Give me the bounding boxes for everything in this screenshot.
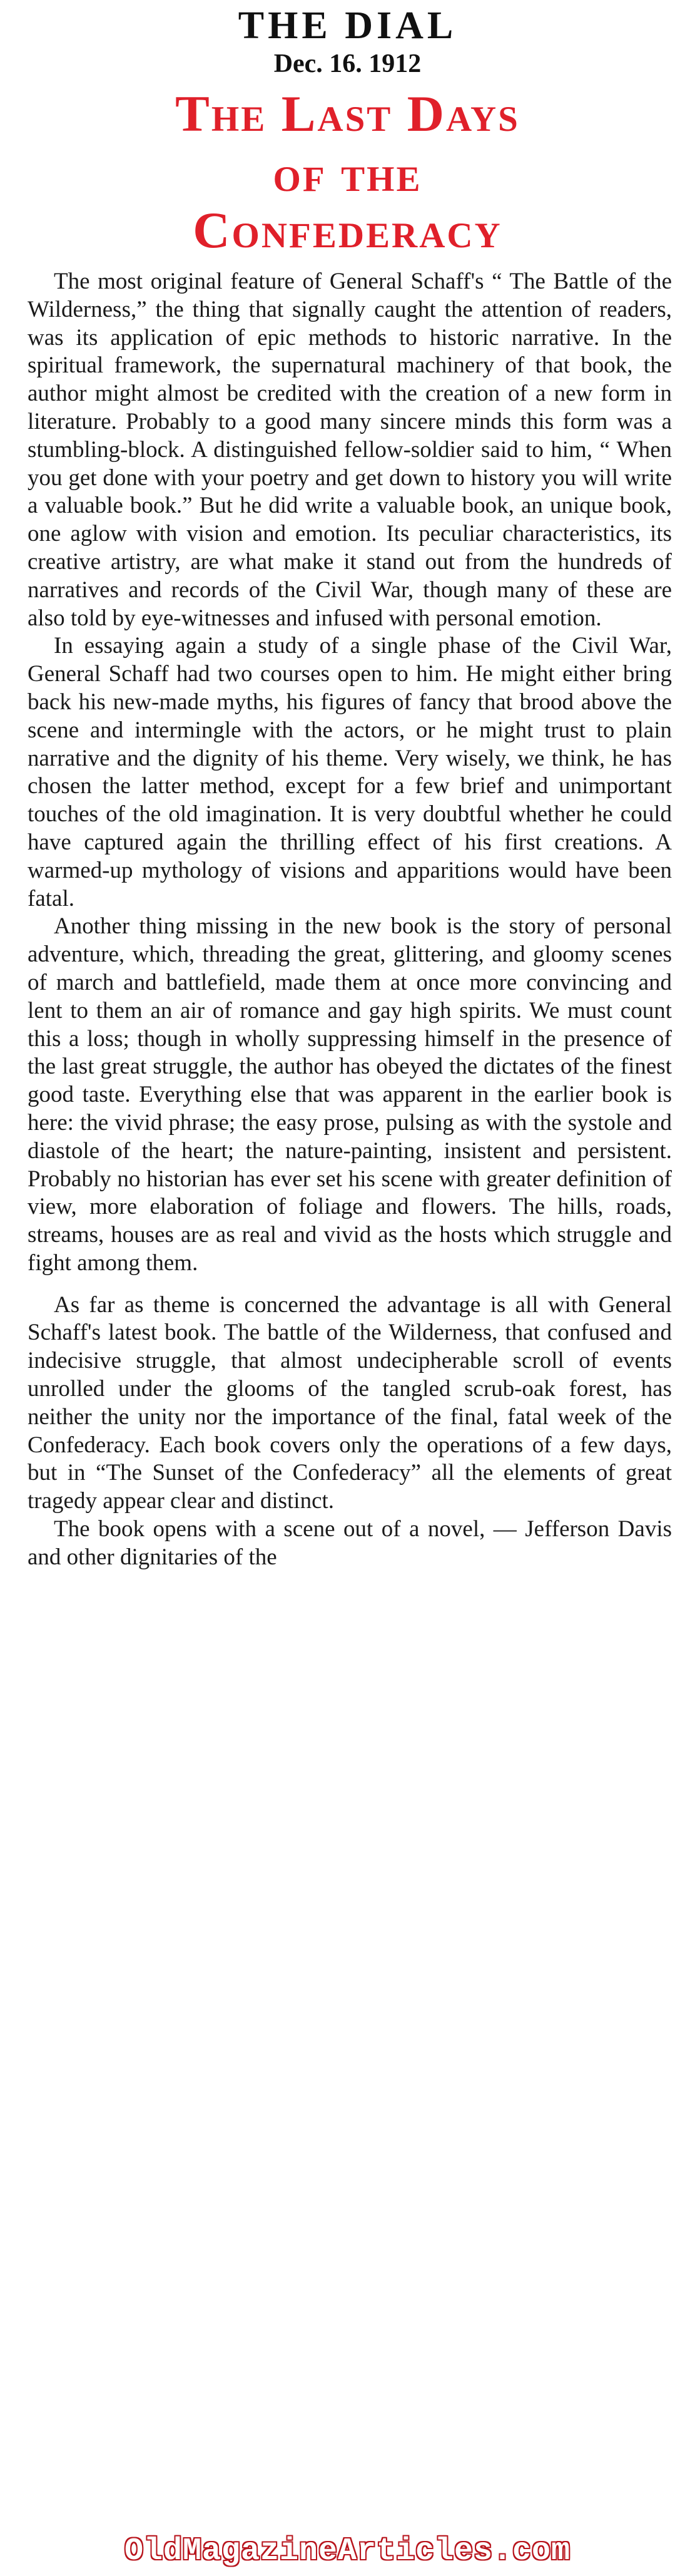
- paragraph-4: As far as theme is concerned the advantage is all with General Schaff's latest book. The battle of the Wilderness, that confused and indecisive struggle, that almost undecipherable scroll of events unrolled under the glooms of the tangled scrub-oak forest, has neither the unity nor the importance of the final, fatal week of the Confederacy. Each book covers only the operations of a few days, but in “The Sunset of the Confederacy” all the elements of great tragedy appear clear and distinct.: [28, 1291, 672, 1514]
- site-watermark: OldMagazineArticles.com: [124, 2533, 571, 2569]
- article-body: [28, 268, 672, 1572]
- article-title-line-3: Confederacy: [193, 202, 502, 259]
- paragraph-1: The most original feature of General Schaff's “ The Battle of the Wilderness,” the thing that signally caught the attention of readers, was its application of epic methods to historic narrative. In the spiritual framework, the supernatural machinery of that book, the author might almost be credited with the creation of a new form in literature. Probably to a good many sincere minds this form was a stumbling-block. A distinguished fellow-soldier said to him, “ When you get done with your poetry and get down to history you will write a valuable book.” But he did write a valuable book, an unique book, one aglow with vision and emotion. Its peculiar characteristics, its creative artistry, are what make it stand out from the hundreds of narratives and records of the Civil War, though many of these are also told by eye-witnesses and infused with personal emotion.: [28, 269, 672, 631]
- publication-date: Dec. 16. 1912: [273, 49, 422, 78]
- paragraph-5: The book opens with a scene out of a novel, — Jefferson Davis and other dignitaries of the: [28, 1516, 672, 1570]
- paragraph-2: In essaying again a study of a single phase of the Civil War, General Schaff had two courses open to him. He might either bring back his new-made myths, his figures of fancy that brood above the scene and intermingle with the actors, or he might trust to plain narrative and the dignity of his theme. Very wisely, we think, he has chosen the latter method, except for a few brief and unimportant touches of the old imagination. It is very doubtful whether he could have captured again the thrilling effect of his first creations. A warmed-up mythology of visions and apparitions would have been fatal.: [28, 633, 672, 911]
- publication-name: THE DIAL: [238, 4, 457, 47]
- article-title-line-2: of the: [273, 145, 422, 202]
- article-title-line-1: The Last Days: [175, 85, 520, 142]
- paragraph-3: Another thing missing in the new book is the story of personal adventure, which, threading the great, glittering, and gloomy scenes of march and battlefield, made them at once more convincing and lent to them an air of romance and gay high spirits. We must count this a loss; though in wholly suppressing himself in the presence of the last great struggle, the author has obeyed the dictates of the finest good taste. Everything else that was apparent in the earlier book is here: the vivid phrase; the easy prose, pulsing as with the systole and diastole of the heart; the nature-painting, insistent and persistent. Probably no historian has ever set his scene with greater definition of view, more elaboration of foliage and flowers. The hills, roads, streams, houses are as real and vivid as the hosts which struggle and fight among them.: [28, 913, 672, 1276]
